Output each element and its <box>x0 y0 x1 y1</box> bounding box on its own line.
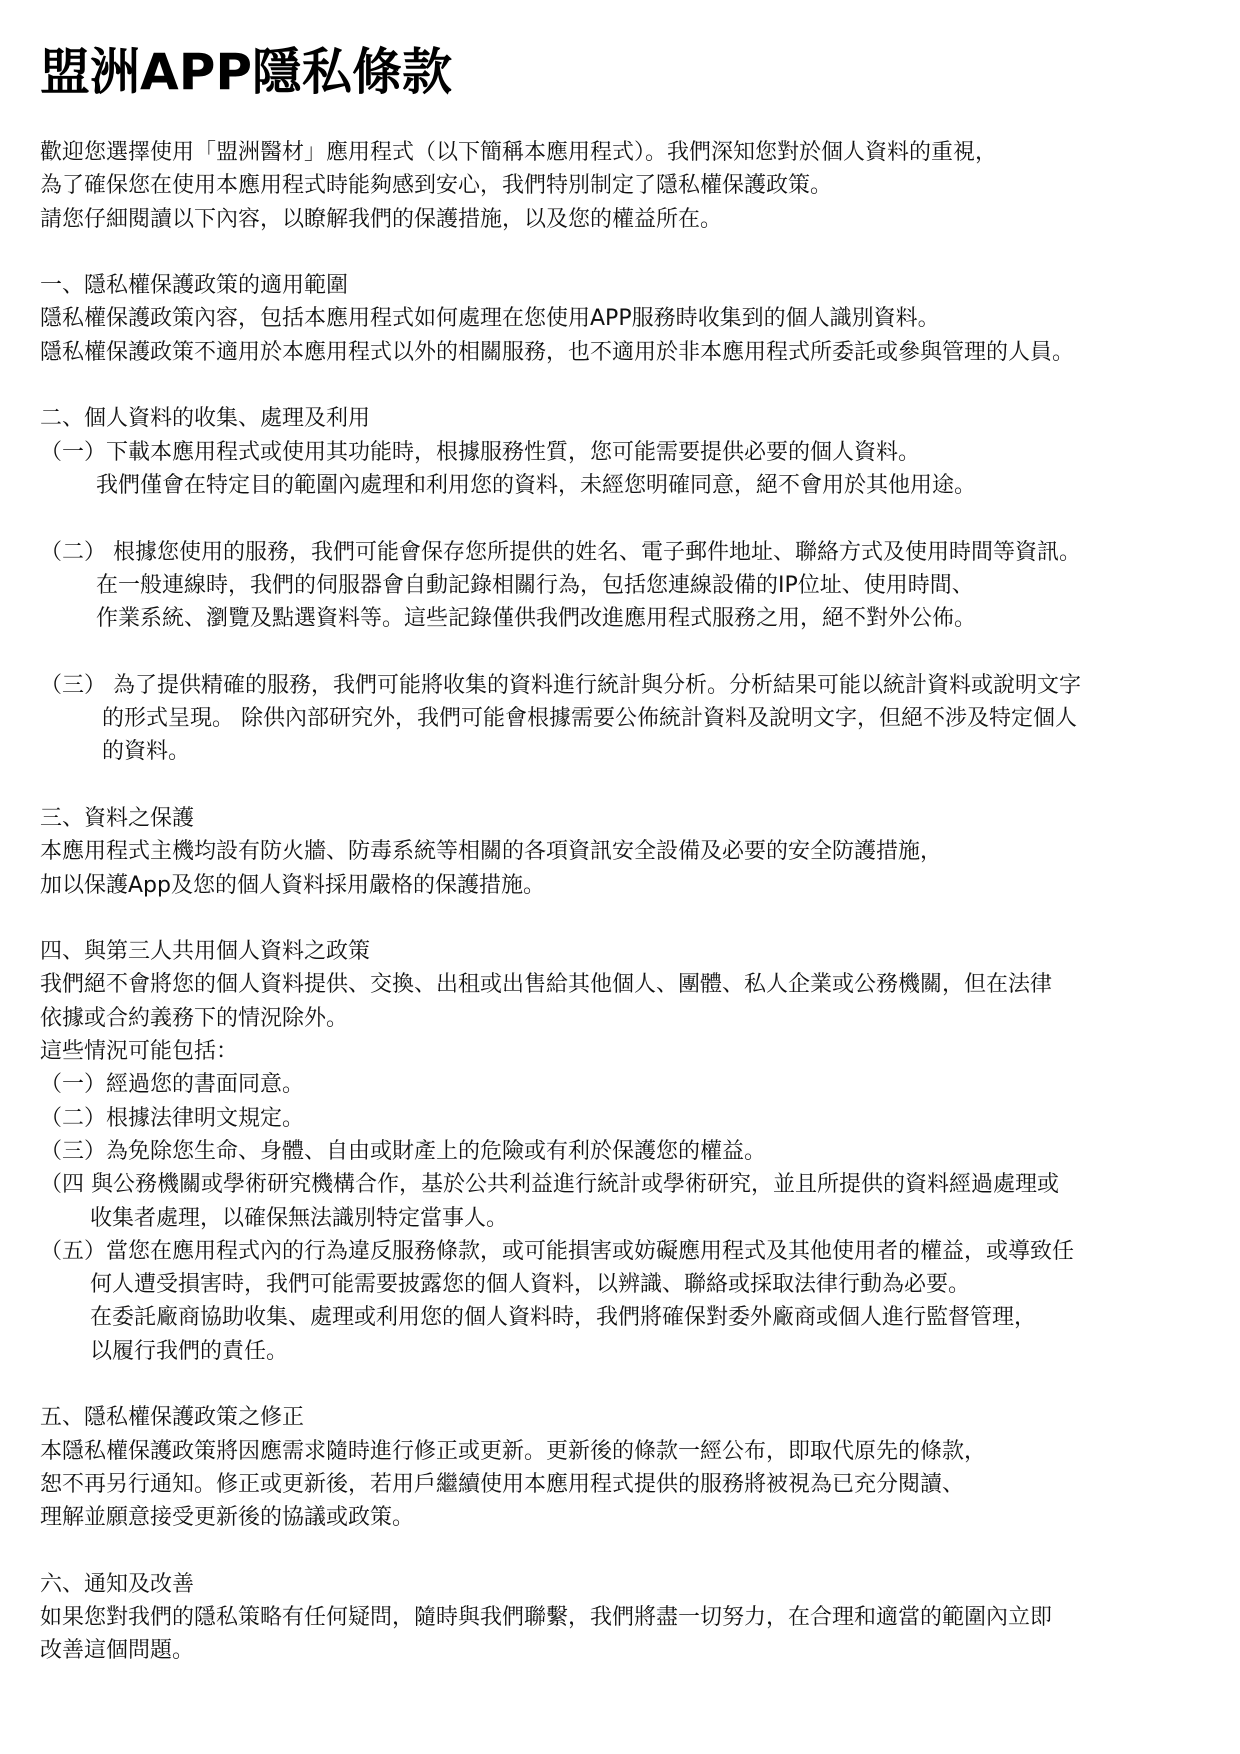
paragraph-gap <box>40 369 1230 402</box>
section-heading: 三、資料之保護 <box>40 805 195 831</box>
list-item-continuation: 在委託廠商協助收集、處理或利用您的個人資料時，我們將確保對委外廠商或個人進行監督管理， <box>90 1305 1037 1331</box>
list-item: （二） 根據您使用的服務，我們可能會保存您所提供的姓名、電子郵件地址、聯絡方式及使用時間等資訊。 <box>40 539 1081 565</box>
intro-line: 歡迎您選擇使用「盟洲醫材」應用程式（以下簡稱本應用程式）。我們深知您對於個人資料的重視， <box>40 140 998 165</box>
list-item: （二）根據法律明文規定。 <box>40 1105 305 1131</box>
list-item-continuation: 何人遭受損害時，我們可能需要披露您的個人資料，以辨識、聯絡或採取法律行動為必要。 <box>90 1272 971 1298</box>
section-amendment <box>40 1401 1230 1534</box>
paragraph-line: 本隱私權保護政策將因應需求隨時進行修正或更新。更新後的條款一經公布，即取代原先的條款， <box>40 1438 987 1464</box>
section-notice <box>40 1568 1230 1668</box>
paragraph-line: 依據或合約義務下的情況除外。 <box>40 1005 349 1031</box>
section-protection <box>40 802 1230 902</box>
list-item-continuation: 作業系統、瀏覽及點選資料等。這些記錄僅供我們改進應用程式服務之用，絕不對外公佈。 <box>96 606 977 632</box>
list-item-continuation: 在一般連線時，我們的伺服器會自動記錄相關行為，包括您連線設備的IP位址、使用時間、 <box>96 572 974 598</box>
paragraph-line: 理解並願意接受更新後的協議或政策。 <box>40 1505 415 1531</box>
paragraph-gap <box>40 1534 1230 1567</box>
paragraph-gap <box>40 769 1230 802</box>
paragraph-line: 隱私權保護政策不適用於本應用程式以外的相關服務，也不適用於非本應用程式所委託或參與管理的人員。 <box>40 339 1075 365</box>
section-heading: 五、隱私權保護政策之修正 <box>40 1405 305 1431</box>
privacy-policy-document <box>40 38 1230 1668</box>
section-heading: 六、通知及改善 <box>40 1571 195 1597</box>
paragraph-gap <box>40 635 1230 668</box>
section-heading: 二、個人資料的收集、處理及利用 <box>40 406 371 432</box>
paragraph-line: 改善這個問題。 <box>40 1638 195 1664</box>
paragraph-line: 本應用程式主機均設有防火牆、防毒系統等相關的各項資訊安全設備及必要的安全防護措施， <box>40 839 943 865</box>
list-item: （一）經過您的書面同意。 <box>40 1072 305 1098</box>
list-item: （三） 為了提供精確的服務，我們可能將收集的資料進行統計與分析。分析結果可能以統計資料或說明文字 <box>40 672 1081 698</box>
list-item: （四 與公務機關或學術研究機構合作，基於公共利益進行統計或學術研究，並且所提供的資料經過處理或 <box>40 1172 1059 1198</box>
section-third-party <box>40 935 1230 1368</box>
list-item-continuation: 收集者處理，以確保無法識別特定當事人。 <box>90 1205 509 1231</box>
list-item: （五）當您在應用程式內的行為違反服務條款，或可能損害或妨礙應用程式及其他使用者的權益，或導致任 <box>40 1238 1075 1264</box>
paragraph-line: 這些情況可能包括： <box>40 1039 239 1065</box>
section-heading: 一、隱私權保護政策的適用範圍 <box>40 273 349 299</box>
list-item-continuation: 的形式呈現。 除供內部研究外，我們可能會根據需要公佈統計資料及說明文字，但絕不涉及特定個人 <box>102 706 1077 732</box>
list-item: （一）下載本應用程式或使用其功能時，根據服務性質，您可能需要提供必要的個人資料。 <box>40 439 921 465</box>
paragraph-line: 我們絕不會將您的個人資料提供、交換、出租或出售給其他個人、團體、私人企業或公務機關，但在法律 <box>40 972 1053 998</box>
list-item-continuation: 的資料。 <box>102 739 191 765</box>
intro-line: 請您仔細閱讀以下內容，以瞭解我們的保護措施，以及您的權益所在。 <box>40 206 723 232</box>
page-title: 盟洲APP隱私條款 <box>40 43 452 101</box>
paragraph-gap <box>40 236 1230 269</box>
list-item-continuation: 我們僅會在特定目的範圍內處理和利用您的資料，未經您明確同意，絕不會用於其他用途。 <box>96 472 977 498</box>
section-scope <box>40 269 1230 369</box>
list-item: （三）為免除您生命、身體、自由或財產上的危險或有利於保護您的權益。 <box>40 1138 767 1164</box>
paragraph-gap <box>40 502 1230 535</box>
paragraph-line: 加以保護App及您的個人資料採用嚴格的保護措施。 <box>40 872 545 898</box>
paragraph-gap <box>40 1368 1230 1401</box>
paragraph-line: 如果您對我們的隱私策略有任何疑問，隨時與我們聯繫，我們將盡一切努力，在合理和適當的範圍內立即 <box>40 1605 1053 1631</box>
list-item-continuation: 以履行我們的責任。 <box>90 1338 289 1364</box>
intro-line: 為了確保您在使用本應用程式時能夠感到安心，我們特別制定了隱私權保護政策。 <box>40 173 833 199</box>
section-heading: 四、與第三人共用個人資料之政策 <box>40 939 371 965</box>
paragraph-line: 隱私權保護政策內容，包括本應用程式如何處理在您使用APP服務時收集到的個人識別資料。 <box>40 306 940 332</box>
paragraph-line: 恕不再另行通知。修正或更新後，若用戶繼續使用本應用程式提供的服務將被視為已充分閱讀、 <box>40 1471 965 1497</box>
paragraph-gap <box>40 902 1230 935</box>
intro-section <box>40 136 1230 236</box>
section-collection <box>40 402 1230 768</box>
